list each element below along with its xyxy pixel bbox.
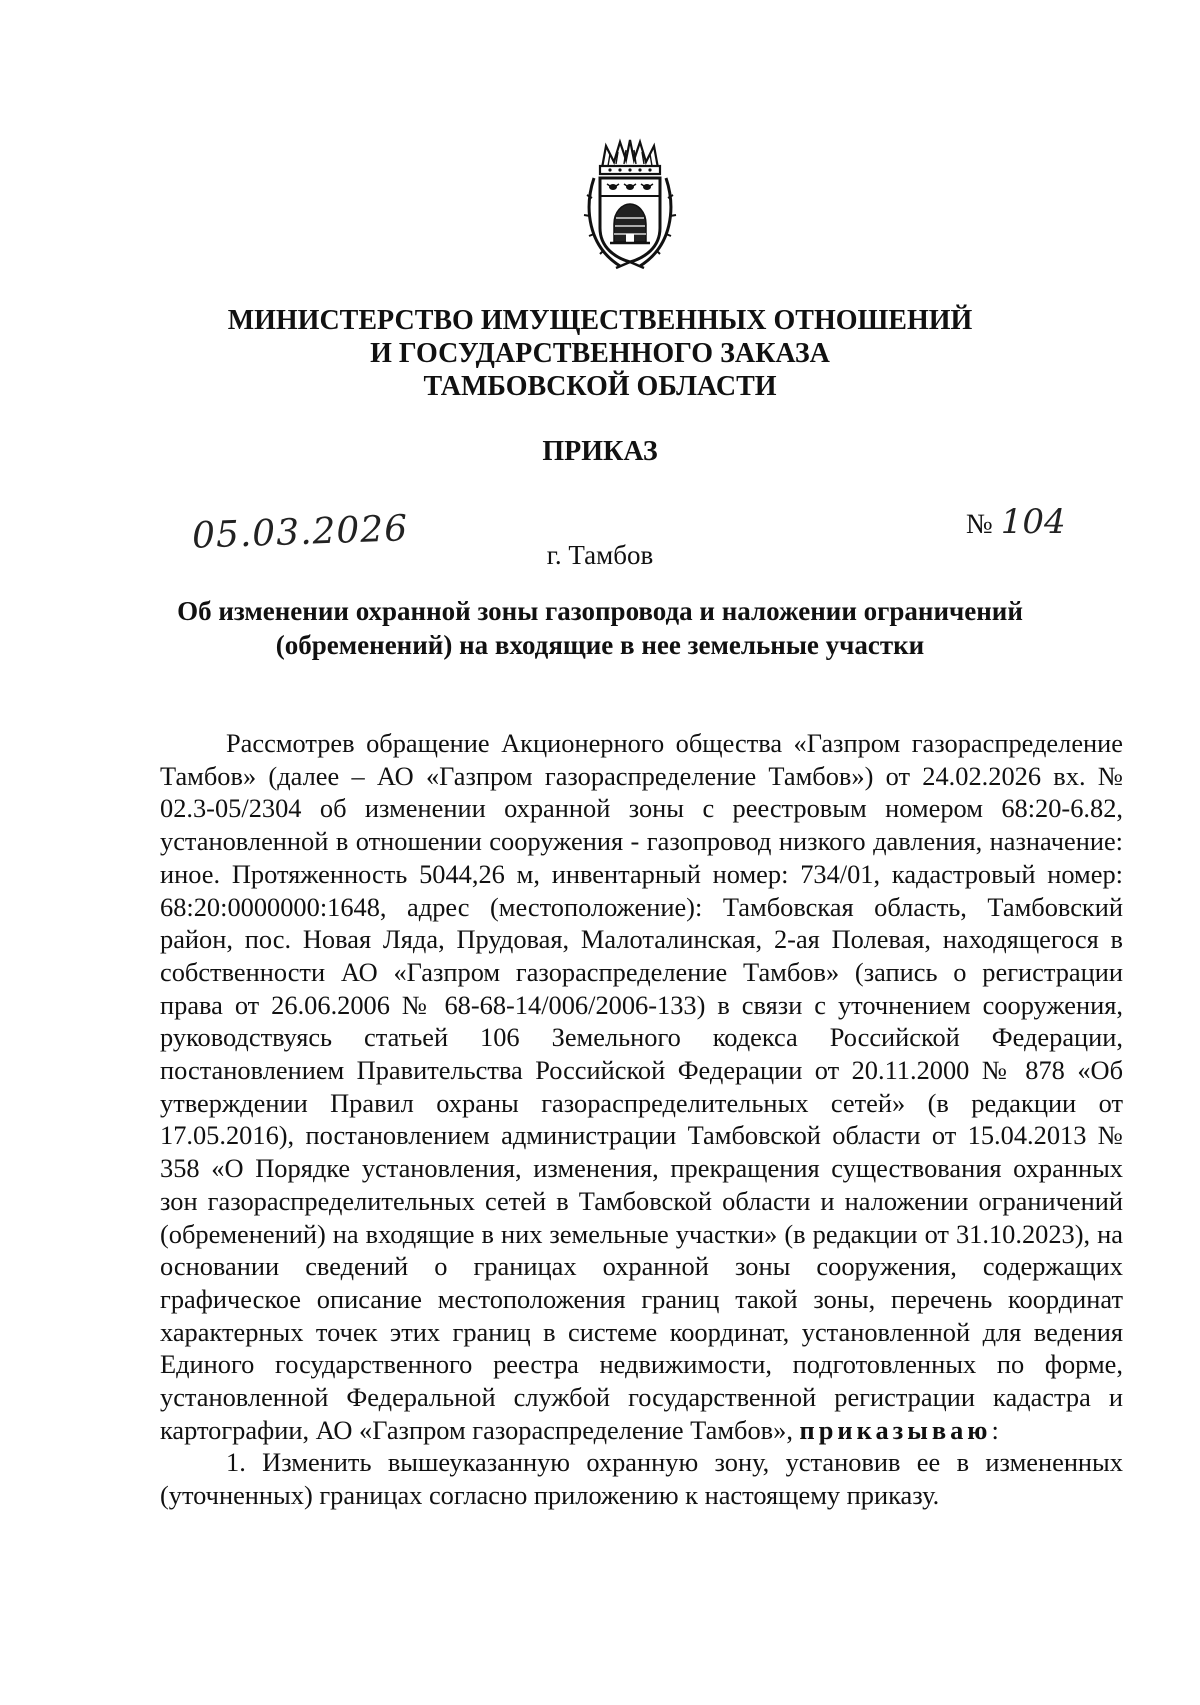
handwritten-number: 104 [1000, 502, 1066, 542]
paragraph-1-text: Рассмотрев обращение Акционерного общества «Газпром газораспределение Тамбов» (далее – АО «Газпром газораспределение Тамбов») от 24.02.2026 вх. № 02.3-05/2304 об изменении охранной зоны с реестровым номером 68:20-6.82, установленной в отношении сооружения - газопровод низкого давления, назначение: иное. Протяженность 5044,26 м, инвентарный номер: 734/01, кадастровый номер: 68:20:0000000:1648, адрес (местоположение): Тамбовская область, Тамбовский район, пос. Новая Ляда, Прудовая, Малоталинская, 2-ая Полевая, находящегося в собственности АО «Газпром газораспределение Тамбов» (запись о регистрации права от 26.06.2006 № 68-68-14/006/2006-133) в связи с уточнением сооружения, руководствуясь статьей 106 Земельного кодекса Российской Федерации, постановлением Правительства Российской Федерации от 20.11.2000 № 878 «Об утверждении Правил охраны газораспределительных сетей» (в редакции от 17.05.2016), постановлением администрации Тамбовской области от 15.04.2013 № 358 «О Порядке установления, изменения, прекращения существования охранных зон газораспределительных сетей в Тамбовской области и наложении ограничений (обременений) на входящие в них земельные участки» (в редакции от 31.10.2023), на основании сведений о границах охранной зоны сооружения, содержащих графическое описание местоположения границ такой зоны, перечень координат характерных точек этих границ в системе координат, установленной для ведения Единого государственного реестра недвижимости, подготовленных по форме, установленной Федеральной службой государственной регистрации кадастра и картографии, АО «Газпром газораспределение Тамбов», [160, 728, 1123, 1445]
ministry-name-line-3: ТАМБОВСКОЙ ОБЛАСТИ [423, 371, 777, 402]
title-line-1: Об изменении охранной зоны газопровода и наложении ограничений [177, 596, 1023, 626]
document-type: ПРИКАЗ [542, 436, 658, 467]
city: г. Тамбов [546, 540, 654, 570]
document-number [966, 502, 1066, 542]
order-word: приказываю [799, 1414, 992, 1445]
title-line-2: (обременений) на входящие в нее земельные участки [275, 630, 925, 660]
order-colon: : [991, 1414, 999, 1445]
body-paragraph-1 [160, 727, 1123, 1446]
ministry-name-line-1: МИНИСТЕРСТВО ИМУЩЕСТВЕННЫХ ОТНОШЕНИЙ [227, 305, 973, 336]
number-sign: № [966, 509, 993, 540]
document-title [150, 594, 1050, 662]
ministry-header [150, 304, 1050, 403]
document-body [160, 727, 1123, 1512]
body-paragraph-2: 1. Изменить вышеуказанную охранную зону, установив ее в измененных (уточненных) границах согласно приложению к настоящему приказу. [160, 1447, 1123, 1511]
handwritten-date: 05.03.2026 [191, 508, 409, 557]
ministry-name-line-2: И ГОСУДАРСТВЕННОГО ЗАКАЗА [370, 338, 830, 369]
tambov-coat-of-arms-icon [580, 138, 680, 276]
